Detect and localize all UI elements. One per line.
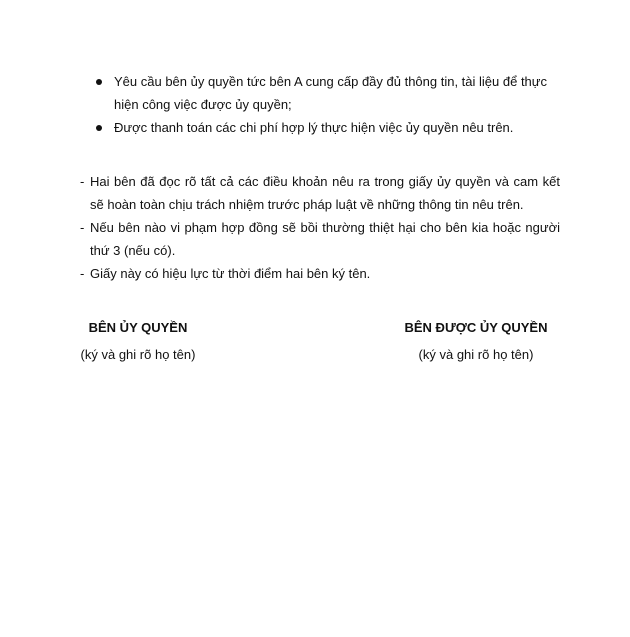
clause-item [80, 262, 560, 285]
bullet-text: Được thanh toán các chi phí hợp lý thực hiện việc ủy quyền nêu trên. [114, 120, 514, 135]
signature-role: BÊN ỦY QUYỀN [88, 320, 188, 335]
clause-list [80, 170, 560, 285]
signature-block-agent [398, 316, 554, 366]
bullet-text: Yêu cầu bên ủy quyền tức bên A cung cấp đầy đủ thông tin, tài liệu để thực hiện công việc được ủy quyền; [114, 74, 547, 112]
clause-item [80, 216, 560, 262]
bullet-item [96, 116, 566, 139]
clause-text: Giấy này có hiệu lực từ thời điểm hai bên ký tên. [90, 266, 371, 281]
signature-hint: (ký và ghi rõ họ tên) [418, 347, 534, 362]
clause-text: Nếu bên nào vi phạm hợp đồng sẽ bồi thường thiệt hại cho bên kia hoặc người thứ 3 (nếu có). [90, 220, 560, 258]
clause-text: Hai bên đã đọc rõ tất cả các điều khoản nêu ra trong giấy ủy quyền và cam kết sẽ hoàn toàn chịu trách nhiệm trước pháp luật về những thông tin nêu trên. [90, 174, 560, 212]
dash-marker: - [80, 266, 85, 281]
signature-hint: (ký và ghi rõ họ tên) [80, 347, 196, 362]
bullet-dot-icon [96, 79, 102, 85]
bullet-item [96, 70, 566, 116]
signature-block-principal [72, 316, 204, 366]
dash-marker: - [80, 220, 85, 235]
dash-marker: - [80, 174, 85, 189]
clause-item [80, 170, 560, 216]
bullet-dot-icon [96, 125, 102, 131]
signature-role: BÊN ĐƯỢC ỦY QUYỀN [404, 320, 548, 335]
bullet-list [96, 70, 566, 139]
